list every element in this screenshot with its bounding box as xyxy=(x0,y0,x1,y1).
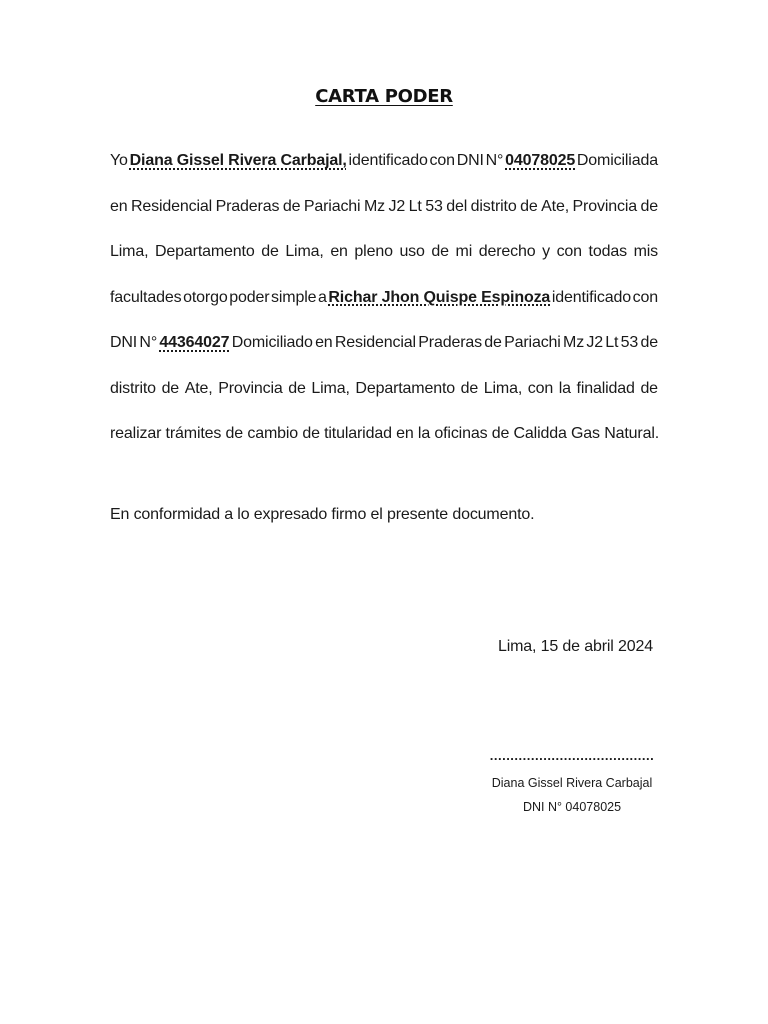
word: con xyxy=(632,288,658,306)
word: Pariachi xyxy=(303,197,361,215)
signatory-name: Diana Gissel Rivera Carbajal xyxy=(491,776,653,790)
word: Domiciliado xyxy=(231,334,313,351)
word: J2 xyxy=(586,334,603,351)
word: Lt xyxy=(605,334,619,351)
grantor-name: Diana Gissel Rivera Carbajal, xyxy=(129,152,347,169)
body-line-text: realizar trámites de cambio de titularidad en la oficinas de Calidda Gas Natural. xyxy=(110,425,660,442)
word: de xyxy=(282,197,301,215)
body-line-3 xyxy=(110,241,658,287)
document-title: CARTA PODER xyxy=(315,86,453,107)
word: N° xyxy=(139,334,158,351)
word: 53 xyxy=(620,334,639,351)
word: con xyxy=(429,152,455,169)
word: en xyxy=(315,334,333,351)
word: con xyxy=(556,243,582,260)
word: de xyxy=(161,379,180,397)
attorney-dni: 44364027 xyxy=(159,334,230,351)
word: Yo xyxy=(110,152,128,169)
word: Pariachi xyxy=(504,334,561,351)
body-line-5 xyxy=(110,332,658,378)
word: identificado xyxy=(348,152,428,169)
word: Departamento xyxy=(355,379,456,397)
word: Lima, xyxy=(110,243,149,260)
word: de xyxy=(484,334,502,351)
word: Domiciliada xyxy=(576,152,658,169)
word: la xyxy=(558,379,571,397)
word: uso xyxy=(399,243,425,260)
word: DNI xyxy=(456,152,484,169)
word: finalidad xyxy=(576,379,635,397)
word: DNI xyxy=(110,334,138,351)
word: Ate, xyxy=(541,197,569,215)
attorney-name: Richar Jhon Quispe Espinoza xyxy=(328,288,551,306)
word: Lt xyxy=(408,197,422,215)
word: N° xyxy=(485,152,504,169)
date-place: Lima, 15 de abril 2024 xyxy=(497,638,653,655)
word: Departamento xyxy=(155,243,255,260)
word: Residencial xyxy=(131,197,213,215)
word: Lima, xyxy=(311,379,350,397)
word: mis xyxy=(633,243,658,260)
word: de xyxy=(431,243,449,260)
body-line-6 xyxy=(110,378,658,424)
word: de xyxy=(261,243,279,260)
word: otorgo xyxy=(183,288,228,306)
word: Ate, xyxy=(184,379,213,397)
word: Provincia xyxy=(572,197,637,215)
word: de xyxy=(288,379,306,397)
word: derecho xyxy=(478,243,536,260)
word: poder xyxy=(229,288,270,306)
signatory-dni: DNI N° 04078025 xyxy=(522,800,622,814)
word: Praderas xyxy=(418,334,482,351)
word: Residencial xyxy=(334,334,416,351)
word: Lima, xyxy=(483,379,523,397)
body-paragraph xyxy=(110,150,658,469)
word: Lima, xyxy=(285,243,324,260)
word: de xyxy=(520,197,538,215)
word: con xyxy=(527,379,554,397)
word: simple xyxy=(271,288,317,306)
word: todas xyxy=(588,243,627,260)
word: J2 xyxy=(388,197,406,215)
word: Mz xyxy=(363,197,386,215)
word: distrito xyxy=(110,379,156,397)
word: Mz xyxy=(563,334,585,351)
signature-line: ........................................ xyxy=(489,748,655,763)
word: identificado xyxy=(551,288,631,306)
body-line-4 xyxy=(110,287,658,333)
word: en xyxy=(330,243,348,260)
word: 53 xyxy=(425,197,443,215)
body-line-7 xyxy=(110,423,658,469)
word: de xyxy=(460,379,479,397)
word: en xyxy=(110,197,128,215)
word: a xyxy=(318,288,327,306)
word: Praderas xyxy=(215,197,280,215)
word: pleno xyxy=(354,243,393,260)
word: mi xyxy=(455,243,473,260)
word: de xyxy=(640,379,658,397)
word: y xyxy=(542,243,550,260)
body-line-2 xyxy=(110,196,658,242)
conformity-statement: En conformidad a lo expresado firmo el presente documento. xyxy=(110,506,535,523)
body-line-1 xyxy=(110,150,658,196)
word: Provincia xyxy=(218,379,283,397)
word: distrito xyxy=(470,197,517,215)
word: del xyxy=(446,197,468,215)
word: facultades xyxy=(110,288,182,306)
grantor-dni: 04078025 xyxy=(505,152,576,169)
word: de xyxy=(640,197,658,215)
word: de xyxy=(640,334,658,351)
